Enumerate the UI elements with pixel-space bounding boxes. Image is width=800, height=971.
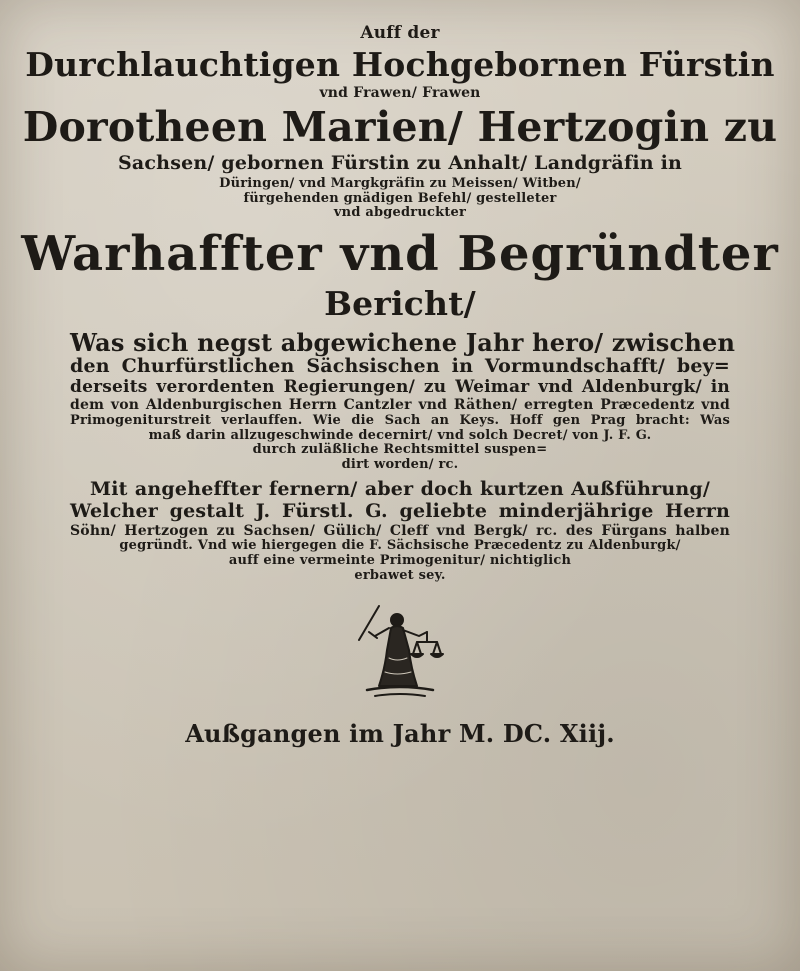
heading-line-6: Düringen/ vnd Margkgräfin zu Meissen/ Witben/ [219,175,581,191]
heading-line-2: Durchlauchtigen Hochgebornen Fürstin [25,44,775,84]
body-line-5: Primogeniturstreit verlauffen. Wie die Sach an Keys. Hoff gen Prag bracht: Was [70,412,730,428]
appendix-line-1: Mit angeheffter fernern/ aber doch kurtzen Außführung/ [90,478,710,501]
heading-line-4: Dorotheen Marien/ Hertzogin zu [22,102,778,151]
appendix-line-6: erbawet sey. [354,567,446,583]
heading-line-7: fürgehenden gnädigen Befehl/ gestelleter [243,190,557,206]
heading-line-3: vnd Frawen/ Frawen [319,85,481,102]
heading-line-1: Auff der [360,23,440,43]
appendix-line-5: auff eine vermeinte Primogenitur/ nichtiglich [228,553,572,569]
heading-line-5: Sachsen/ gebornen Fürstin zu Anhalt/ Landgräfin in [117,151,682,174]
appendix-line-4: gegründt. Vnd wie hiergegen die F. Sächsische Præcedentz zu Aldenburgk/ [119,538,681,554]
justitia-woodcut-icon [345,598,455,708]
heading-line-8: vnd abgedruckter [333,205,467,221]
body-line-4: dem von Aldenburgischen Herrn Cantzler vnd Räthen/ erregten Præcedentz vnd [70,397,730,414]
imprint-line: Außgangen im Jahr M. DC. Xiij. [185,718,615,748]
appendix-line-2: Welcher gestalt J. Fürstl. G. geliebte minderjährige Herrn [70,500,730,523]
body-line-1: Was sich negst abgewichene Jahr hero/ zwischen [70,327,736,357]
appendix-line-3: Söhn/ Hertzogen zu Sachsen/ Gülich/ Cleff vnd Bergk/ rc. des Fürgans halben [70,523,730,540]
body-line-3: derseits verordenten Regierungen/ zu Weimar vnd Aldenburgk/ in [70,376,730,397]
body-line-2: den Churfürstlichen Sächsischen in Vormundschafft/ bey= [70,355,730,378]
body-line-7: durch zuläßliche Rechtsmittel suspen= [252,442,548,458]
body-line-8: dirt worden/ rc. [341,457,459,473]
body-line-6: maß darin allzugeschwinde decernirt/ vnd solch Decret/ von J. F. G. [148,427,652,443]
subtitle: Bericht/ [324,283,476,323]
main-title: Warhaffter vnd Begründter [21,226,779,283]
